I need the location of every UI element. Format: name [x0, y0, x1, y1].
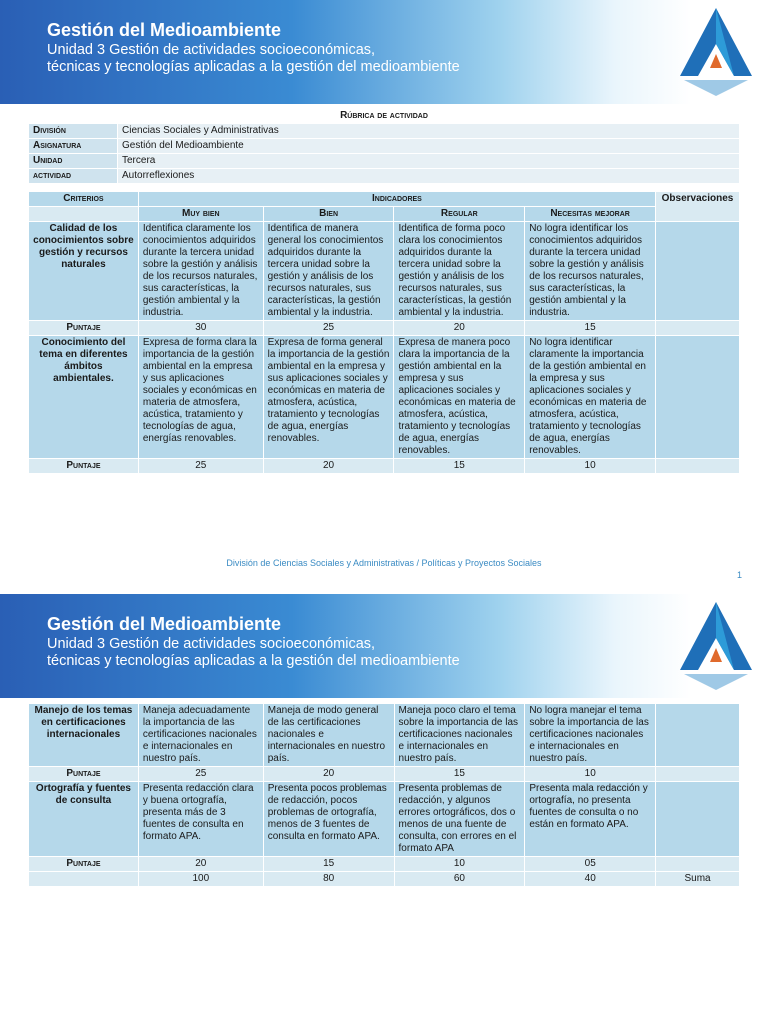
info-key: actividad: [29, 169, 118, 184]
rubric-heading: Rúbrica de actividad: [29, 109, 740, 124]
score-row: [29, 857, 740, 872]
score-value: 25: [263, 321, 394, 336]
unit-subtitle: Unidad 3 Gestión de actividades socioeconómicas, técnicas y tecnologías aplicadas a la gestión del medioambiente: [47, 42, 460, 75]
rubric-table-page-1: [28, 191, 740, 474]
indicator-cell: Maneja adecuadamente la importancia de las certificaciones nacionales e internacionales en nuestro país.: [138, 704, 263, 767]
indicator-cell: Expresa de forma clara la importancia de la gestión ambiental en la empresa y sus aplicaciones sociales y económicas en materia de atmosfera, acústica, tratamiento y tecnologías de agua, energías renovables.: [138, 336, 263, 459]
indicator-cell: Presenta pocos problemas de redacción, pocos problemas de ortografía, menos de 3 fuentes de consulta en formato APA.: [263, 782, 394, 857]
puntaje-label: Puntaje: [29, 321, 139, 336]
page-number: 1: [736, 570, 742, 580]
info-key: Unidad: [29, 154, 118, 169]
criterion-label: Manejo de los temas en certificaciones internacionales: [29, 704, 139, 767]
total-value: 60: [394, 872, 525, 887]
info-key: División: [29, 124, 118, 139]
puntaje-label: Puntaje: [29, 857, 139, 872]
criterion-row: [29, 336, 740, 459]
criterion-label: Calidad de los conocimientos sobre gestión y recursos naturales: [29, 222, 139, 321]
info-value: Ciencias Sociales y Administrativas: [118, 124, 740, 139]
total-value: 80: [263, 872, 394, 887]
score-value: 20: [263, 767, 394, 782]
score-value: 10: [525, 459, 656, 474]
score-value: 05: [525, 857, 656, 872]
course-title: Gestión del Medioambiente: [47, 20, 282, 40]
header-banner: [0, 594, 768, 698]
totals-row: [29, 872, 740, 887]
observation-cell: [656, 704, 740, 767]
observation-cell: [656, 782, 740, 857]
info-key: Asignatura: [29, 139, 118, 154]
indicator-cell: Presenta redacción clara y buena ortografía, presenta más de 3 fuentes de consulta en formato APA.: [138, 782, 263, 857]
observaciones-header: Observaciones: [655, 192, 739, 222]
indicator-cell: Presenta problemas de redacción, y algunos errores ortográficos, dos o menos de una fuente de consulta, con errores en el formato APA: [394, 782, 525, 857]
level-header: Necesitas mejorar: [525, 207, 656, 222]
info-row: [29, 169, 740, 184]
score-value: 30: [138, 321, 263, 336]
info-row: [29, 139, 740, 154]
indicator-cell: Identifica de manera general los conocimientos adquiridos durante la tercera unidad sobre la gestión y análisis de los recursos naturales, sus características, la gestión ambiental y la industria.: [263, 222, 394, 321]
score-value: 25: [138, 767, 263, 782]
observation-cell: [655, 222, 739, 321]
header-banner: [0, 0, 768, 104]
info-value: Gestión del Medioambiente: [118, 139, 740, 154]
rubric-table-page-2: [28, 703, 740, 887]
score-value: 15: [394, 767, 525, 782]
score-value: 15: [263, 857, 394, 872]
score-row: [29, 767, 740, 782]
info-row: [29, 154, 740, 169]
criterion-row: [29, 704, 740, 767]
total-value: 100: [138, 872, 263, 887]
indicator-cell: Expresa de forma general la importancia de la gestión ambiental en la empresa y sus aplicaciones sociales y económicas en materia de atmosfera, acústica, tratamiento y tecnologías de agua, energías renovables.: [263, 336, 394, 459]
level-header: Regular: [394, 207, 525, 222]
indicator-cell: Presenta mala redacción y ortografía, no presenta fuentes de consulta o no están en formato APA.: [525, 782, 656, 857]
indicator-cell: Expresa de manera poco clara la importancia de la gestión ambiental en la empresa y sus aplicaciones sociales y económicas en materia de atmosfera, acústica, tratamiento y tecnologías de agua, energías renovables.: [394, 336, 525, 459]
score-value: 10: [525, 767, 656, 782]
suma-label: Suma: [656, 872, 740, 887]
score-value: 15: [525, 321, 656, 336]
criterion-row: [29, 782, 740, 857]
criterion-row: [29, 222, 740, 321]
total-value: 40: [525, 872, 656, 887]
indicator-cell: Identifica claramente los conocimientos adquiridos durante la tercera unidad sobre la gestión y análisis de los recursos naturales, sus características, la gestión ambiental y la industria.: [138, 222, 263, 321]
indicator-cell: No logra manejar el tema sobre la importancia de las certificaciones nacionales e internacionales en nuestro país.: [525, 704, 656, 767]
score-row: [29, 459, 740, 474]
footer-text: División de Ciencias Sociales y Administrativas / Políticas y Proyectos Sociales: [226, 558, 542, 568]
indicator-cell: No logra identificar claramente la importancia de la gestión ambiental en la empresa y sus aplicaciones sociales y económicas en materia de atmosfera, acústica, tratamiento y tecnologías de agua, energías renovables.: [525, 336, 656, 459]
criterios-header: Criterios: [29, 192, 139, 207]
info-value: Tercera: [118, 154, 740, 169]
score-value: 15: [394, 459, 525, 474]
institution-logo: [676, 598, 756, 694]
info-value: Autorreflexiones: [118, 169, 740, 184]
info-row: [29, 124, 740, 139]
score-value: 10: [394, 857, 525, 872]
score-value: 20: [263, 459, 394, 474]
institution-logo: [676, 4, 756, 100]
observation-cell: [655, 336, 739, 459]
activity-info-table: [28, 109, 740, 184]
score-value: 20: [138, 857, 263, 872]
level-header: Muy bien: [138, 207, 263, 222]
criterion-label: Conocimiento del tema en diferentes ámbitos ambientales.: [29, 336, 139, 459]
criterion-label: Ortografía y fuentes de consulta: [29, 782, 139, 857]
level-header: Bien: [263, 207, 394, 222]
puntaje-label: Puntaje: [29, 459, 139, 474]
score-row: [29, 321, 740, 336]
indicator-cell: No logra identificar los conocimientos adquiridos durante la tercera unidad sobre la gestión y análisis de los recursos naturales, sus características, la gestión ambiental y la industria.: [525, 222, 656, 321]
score-value: 20: [394, 321, 525, 336]
indicator-cell: Identifica de forma poco clara los conocimientos adquiridos durante la tercera unidad sobre la gestión y análisis de los recursos naturales, sus características, la gestión ambiental y la industria.: [394, 222, 525, 321]
course-title: Gestión del Medioambiente: [47, 614, 282, 634]
unit-subtitle: Unidad 3 Gestión de actividades socioeconómicas, técnicas y tecnologías aplicadas a la gestión del medioambiente: [47, 636, 460, 669]
score-value: 25: [138, 459, 263, 474]
indicadores-header: Indicadores: [138, 192, 655, 207]
puntaje-label: Puntaje: [29, 767, 139, 782]
indicator-cell: Maneja de modo general de las certificaciones nacionales e internacionales en nuestro país.: [263, 704, 394, 767]
indicator-cell: Maneja poco claro el tema sobre la importancia de las certificaciones nacionales e internacionales en nuestro país.: [394, 704, 525, 767]
